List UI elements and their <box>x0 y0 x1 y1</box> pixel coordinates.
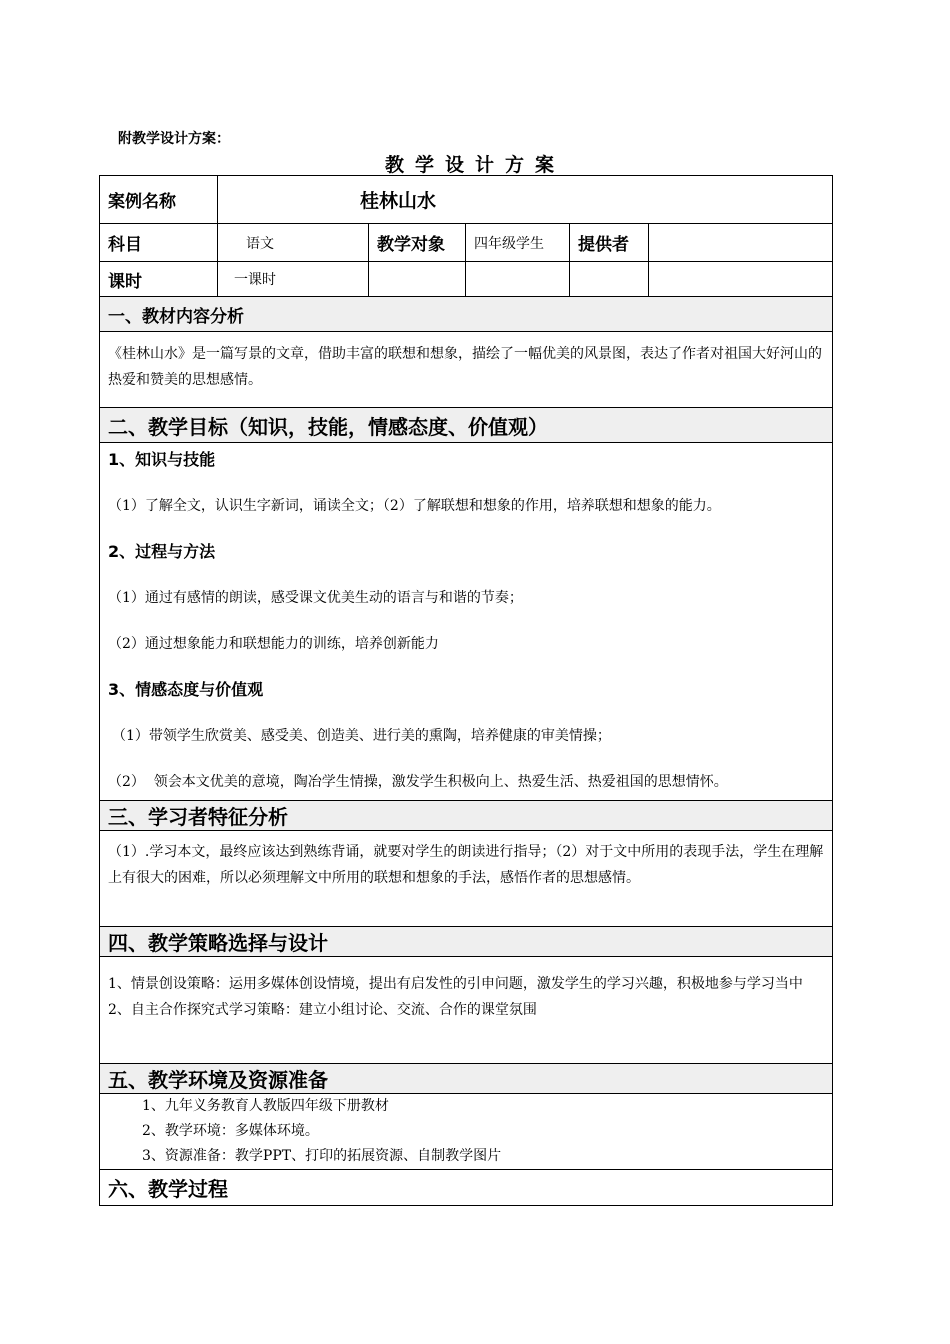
section-1-text: 《桂林山水》是一篇写景的文章，借助丰富的联想和想象，描绘了一幅优美的风景图，表达了作者对祖国大好河山的热爱和赞美的思想感情。 <box>108 346 822 388</box>
empty-cell <box>649 262 833 297</box>
section-6-header-row <box>100 1170 833 1206</box>
section-1-title: 一、教材内容分析 <box>100 297 833 332</box>
target-value: 四年级学生 <box>466 224 570 262</box>
section-5-header-row <box>100 1064 833 1094</box>
empty-cell <box>369 262 466 297</box>
subsection-attitude-text-1: （1）带领学生欣赏美、感受美、创造美、进行美的熏陶，培养健康的审美情操； <box>112 728 611 744</box>
section-5-item-3: 3、资源准备：教学PPT、打印的拓展资源、自制教学图片 <box>142 1148 502 1164</box>
subsection-process-title: 2、过程与方法 <box>108 542 216 561</box>
section-4-text-2: 2、自主合作探究式学习策略：建立小组讨论、交流、合作的课堂氛围 <box>108 1002 537 1018</box>
subsection-process-text-1: （1）通过有感情的朗读，感受课文优美生动的语言与和谐的节奏； <box>108 590 523 606</box>
section-5-body <box>100 1094 833 1170</box>
section-4-title: 四、教学策略选择与设计 <box>100 927 833 957</box>
section-3-text: （1）.学习本文，最终应该达到熟练背诵，就要对学生的朗读进行指导；（2）对于文中所用的表现手法，学生在理解上有很大的困难，所以必须理解文中所用的联想和想象的手法，感悟作者的思想感情。 <box>108 844 824 886</box>
section-4-body-row <box>100 957 833 1064</box>
provider-value <box>649 224 833 262</box>
case-row <box>100 176 833 224</box>
empty-cell <box>466 262 570 297</box>
period-value: 一课时 <box>218 262 369 297</box>
section-2-body <box>100 443 833 801</box>
section-1-body <box>100 332 833 408</box>
subsection-attitude-title: 3、情感态度与价值观 <box>108 680 264 699</box>
section-5-body-row <box>100 1094 833 1170</box>
section-5-item-2: 2、教学环境：多媒体环境。 <box>142 1123 319 1139</box>
section-6-title: 六、教学过程 <box>100 1170 833 1206</box>
subsection-knowledge-text: （1）了解全文，认识生字新词，诵读全文；（2）了解联想和想象的作用，培养联想和想象的能力。 <box>108 498 721 514</box>
subsection-process-text-2: （2）通过想象能力和联想能力的训练，培养创新能力 <box>108 636 439 652</box>
section-2-header-row <box>100 408 833 443</box>
target-label: 教学对象 <box>369 224 466 262</box>
subject-value: 语文 <box>218 224 369 262</box>
section-2-title: 二、教学目标（知识，技能，情感态度、价值观） <box>100 408 833 443</box>
section-3-title: 三、学习者特征分析 <box>100 801 833 831</box>
section-5-title: 五、教学环境及资源准备 <box>100 1064 833 1094</box>
section-4-body <box>100 957 833 1064</box>
section-2-body-row <box>100 443 833 801</box>
design-table <box>99 175 833 1206</box>
section-4-text-1: 1、情景创设策略：运用多媒体创设情境，提出有启发性的引申问题，激发学生的学习兴趣，积极地参与学习当中 <box>108 976 803 992</box>
section-3-body <box>100 831 833 927</box>
document-title: 教学设计方案 <box>384 154 565 176</box>
period-row <box>100 262 833 297</box>
case-name-label: 案例名称 <box>100 176 218 224</box>
section-3-body-row <box>100 831 833 927</box>
section-3-header-row <box>100 801 833 831</box>
period-label: 课时 <box>100 262 218 297</box>
section-1-header-row <box>100 297 833 332</box>
empty-cell <box>570 262 649 297</box>
subsection-knowledge-title: 1、知识与技能 <box>108 450 216 469</box>
subject-label: 科目 <box>100 224 218 262</box>
document-prefix: 附教学设计方案： <box>118 131 230 147</box>
case-name-value: 桂林山水 <box>218 176 833 224</box>
section-5-item-1: 1、九年义务教育人教版四年级下册教材 <box>142 1098 389 1114</box>
subject-row <box>100 224 833 262</box>
section-4-header-row <box>100 927 833 957</box>
provider-label: 提供者 <box>570 224 649 262</box>
section-1-body-row <box>100 332 833 408</box>
subsection-attitude-text-2: （2） 领会本文优美的意境，陶冶学生情操，激发学生积极向上、热爱生活、热爱祖国的思想情怀。 <box>108 774 728 790</box>
